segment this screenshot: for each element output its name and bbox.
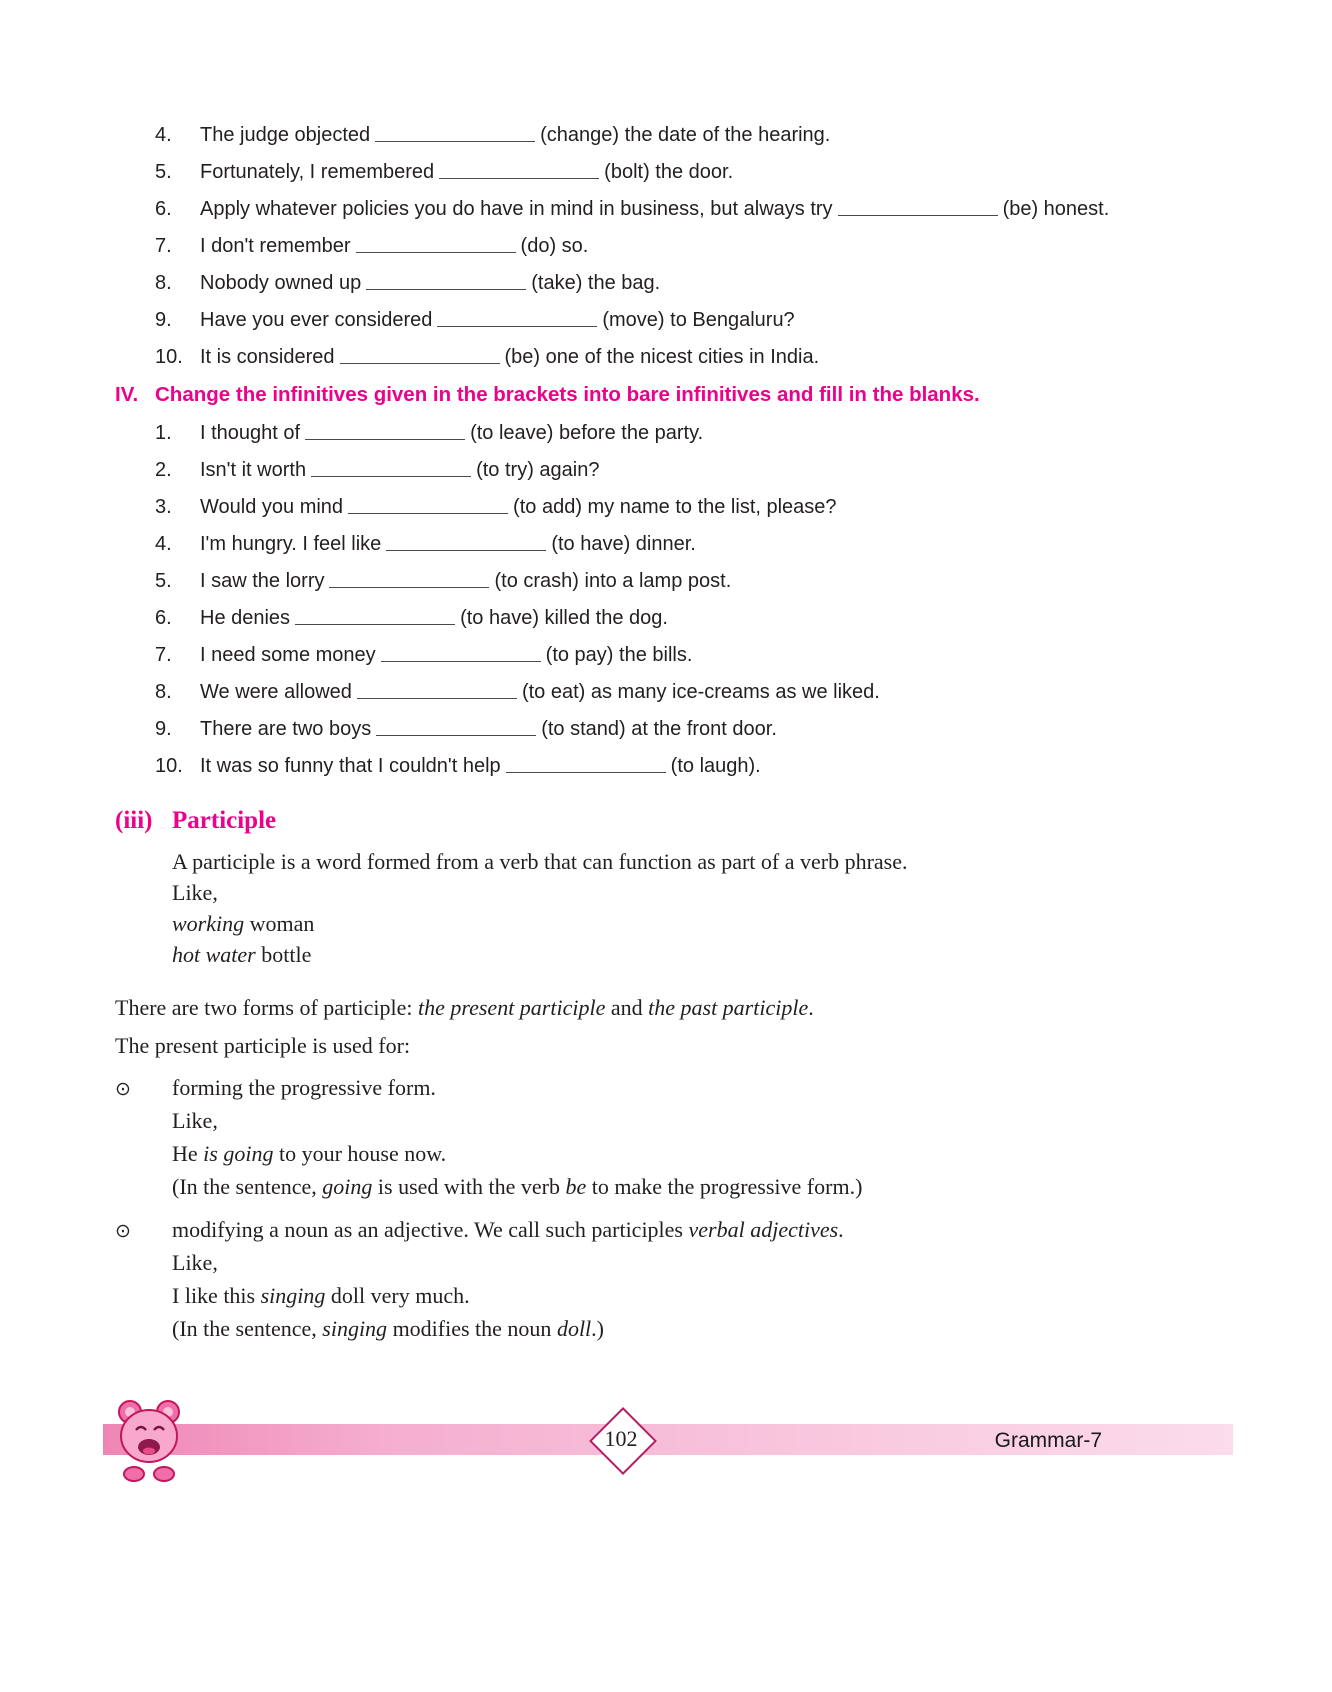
plain-text: and: [605, 995, 649, 1020]
fill-blank: [348, 500, 508, 514]
item-text-pre: I thought of: [200, 422, 301, 444]
item-text-pre: He denies: [200, 607, 291, 629]
italic-term: singing: [260, 1283, 326, 1308]
item-number: 7.: [155, 235, 172, 257]
plain-text: doll very much.: [325, 1283, 470, 1308]
item-text-post: (to have) dinner.: [551, 533, 696, 555]
exercise-item: [155, 344, 1235, 371]
item-text: [200, 568, 1235, 595]
participle-title: Participle: [172, 807, 277, 834]
item-text: [200, 457, 1235, 484]
item-text: [200, 270, 1235, 297]
exercise-item: [155, 679, 1235, 706]
item-number: 8.: [155, 681, 172, 703]
exercise-item: [155, 716, 1235, 743]
item-text-post: (to leave) before the party.: [470, 422, 704, 444]
bullet-example: [172, 1279, 1235, 1312]
item-text: [200, 605, 1235, 632]
item-text-post: (take) the bag.: [531, 272, 661, 294]
plain-text: forming the progressive form.: [172, 1075, 436, 1100]
item-text-pre: I need some money: [200, 644, 376, 666]
exercise-item: [155, 122, 1235, 149]
item-text-post: (bolt) the door.: [604, 161, 734, 183]
item-text: [200, 494, 1235, 521]
forms-line: [115, 992, 1235, 1023]
item-text-pre: Have you ever considered: [200, 309, 433, 331]
item-text-pre: It was so funny that I couldn't help: [200, 755, 501, 777]
fill-blank: [356, 239, 516, 253]
fill-blank: [366, 276, 526, 290]
plain-text: to make the progressive form.): [586, 1174, 863, 1199]
plain-text: .): [591, 1316, 604, 1341]
fill-blank: [295, 611, 455, 625]
mascot-icon: [108, 1392, 190, 1489]
item-number: 9.: [155, 309, 172, 331]
item-text-post: (to stand) at the front door.: [541, 718, 777, 740]
item-text: [200, 753, 1235, 780]
plain-text: .: [808, 995, 814, 1020]
italic-term: doll: [556, 1316, 592, 1341]
item-text-pre: The judge objected: [200, 124, 371, 146]
exercise-item: [155, 196, 1235, 223]
item-text-post: (to add) my name to the list, please?: [513, 496, 837, 518]
like-label: Like,: [172, 1108, 218, 1133]
participle-label: (iii): [115, 807, 153, 834]
exercise-item: [155, 457, 1235, 484]
item-text-pre: I saw the lorry: [200, 570, 325, 592]
fill-blank: [506, 759, 666, 773]
item-text-pre: There are two boys: [200, 718, 372, 740]
item-number: 5.: [155, 161, 172, 183]
exercise-item: [155, 642, 1235, 669]
italic-term: the present participle: [417, 995, 606, 1020]
item-text-post: (to eat) as many ice-creams as we liked.: [521, 681, 880, 703]
section-title: Change the infinitives given in the brackets into bare infinitives and fill in the blanks.: [155, 383, 980, 406]
plain-text: modifies the noun: [387, 1316, 557, 1341]
used-for-line: The present participle is used for:: [115, 1033, 411, 1058]
plain-text: bottle: [255, 942, 312, 967]
participle-body: [172, 846, 1235, 970]
item-text-pre: Apply whatever policies you do have in mind in business, but always try: [200, 198, 833, 220]
item-text-pre: I'm hungry. I feel like: [200, 533, 382, 555]
fill-blank: [329, 574, 489, 588]
exercise-item: [155, 531, 1235, 558]
section-iv-heading: [115, 381, 1235, 408]
like-label: Like,: [172, 880, 218, 905]
fill-blank: [376, 722, 536, 736]
circled-dot-bullet-icon: ⊙: [115, 1079, 131, 1100]
plain-text: (In the sentence,: [172, 1316, 323, 1341]
item-text: [200, 420, 1235, 447]
item-number: 8.: [155, 272, 172, 294]
item-number: 10.: [155, 346, 183, 368]
italic-term: verbal adjectives: [688, 1217, 839, 1242]
plain-text: He: [172, 1141, 204, 1166]
item-text-pre: Isn't it worth: [200, 459, 307, 481]
item-number: 9.: [155, 718, 172, 740]
book-label: Grammar-7: [994, 1429, 1102, 1452]
fill-blank: [437, 313, 597, 327]
plain-text: to your house now.: [273, 1141, 447, 1166]
item-text: [200, 716, 1235, 743]
item-text: [200, 233, 1235, 260]
item-text-post: (do) so.: [520, 235, 589, 257]
item-text-post: (to try) again?: [476, 459, 600, 481]
bullet-item: [115, 1213, 1235, 1345]
plain-text: is used with the verb: [372, 1174, 566, 1199]
italic-term: singing: [322, 1316, 388, 1341]
exercise-item: [155, 568, 1235, 595]
fill-blank: [357, 685, 517, 699]
italic-term: the past participle: [648, 995, 809, 1020]
plain-text: There are two forms of participle:: [115, 995, 418, 1020]
section-numeral: IV.: [115, 383, 139, 406]
participle-intro: A participle is a word formed from a verb that can function as part of a verb phrase.: [172, 849, 908, 874]
item-text: [200, 122, 1235, 149]
page-number-diamond: [592, 1410, 650, 1468]
item-text-post: (to crash) into a lamp post.: [494, 570, 732, 592]
italic-term: hot water: [172, 942, 256, 967]
plain-text: (In the sentence,: [172, 1174, 323, 1199]
fill-blank: [311, 463, 471, 477]
item-number: 4.: [155, 124, 172, 146]
item-text-pre: We were allowed: [200, 681, 352, 703]
bullet-item: [115, 1071, 1235, 1203]
exercise-item: [155, 270, 1235, 297]
bullet-note: [172, 1312, 1235, 1345]
item-number: 5.: [155, 570, 172, 592]
exercise-continued-list: [115, 122, 1235, 371]
italic-term: is going: [203, 1141, 274, 1166]
item-number: 6.: [155, 198, 172, 220]
item-text: [200, 642, 1235, 669]
item-text-post: (move) to Bengaluru?: [602, 309, 795, 331]
item-text: [200, 679, 1235, 706]
bullet-example: [172, 1137, 1235, 1170]
section-iv-list: [115, 420, 1235, 780]
item-text: [200, 159, 1235, 186]
item-text-pre: Nobody owned up: [200, 272, 362, 294]
item-text-pre: It is considered: [200, 346, 335, 368]
item-text-post: (be) one of the nicest cities in India.: [504, 346, 820, 368]
like-label: Like,: [172, 1250, 218, 1275]
item-number: 7.: [155, 644, 172, 666]
item-number: 4.: [155, 533, 172, 555]
plain-text: woman: [244, 911, 315, 936]
participle-example: [172, 908, 1235, 939]
italic-term: working: [172, 911, 245, 936]
item-number: 6.: [155, 607, 172, 629]
fill-blank: [386, 537, 546, 551]
plain-text: .: [838, 1217, 844, 1242]
plain-text: modifying a noun as an adjective. We call such participles: [172, 1217, 689, 1242]
bullet-text: [172, 1213, 1235, 1246]
item-number: 10.: [155, 755, 183, 777]
item-number: 2.: [155, 459, 172, 481]
item-text-post: (to pay) the bills.: [545, 644, 693, 666]
fill-blank: [340, 350, 500, 364]
item-text-post: (be) honest.: [1002, 198, 1110, 220]
bullet-note: [172, 1170, 1235, 1203]
plain-text: I like this: [172, 1283, 261, 1308]
bullet-text: [172, 1071, 1235, 1104]
item-text-pre: I don't remember: [200, 235, 351, 257]
item-text-post: (change) the date of the hearing.: [540, 124, 831, 146]
exercise-item: [155, 753, 1235, 780]
participle-example: [172, 939, 1235, 970]
item-number: 1.: [155, 422, 172, 444]
participle-heading: [115, 806, 1235, 836]
item-text: [200, 344, 1235, 371]
item-text-pre: Fortunately, I remembered: [200, 161, 435, 183]
exercise-item: [155, 420, 1235, 447]
exercise-item: [155, 159, 1235, 186]
item-number: 3.: [155, 496, 172, 518]
exercise-item: [155, 307, 1235, 334]
exercise-item: [155, 233, 1235, 260]
fill-blank: [381, 648, 541, 662]
exercise-item: [155, 494, 1235, 521]
item-text-pre: Would you mind: [200, 496, 344, 518]
fill-blank: [439, 165, 599, 179]
page-number: 102: [604, 1426, 638, 1451]
item-text: [200, 196, 1235, 223]
item-text-post: (to laugh).: [670, 755, 761, 777]
fill-blank: [375, 128, 535, 142]
italic-term: be: [565, 1174, 587, 1199]
italic-term: going: [322, 1174, 373, 1199]
fill-blank: [305, 426, 465, 440]
fill-blank: [838, 202, 998, 216]
exercise-item: [155, 605, 1235, 632]
item-text-post: (to have) killed the dog.: [460, 607, 668, 629]
item-text: [200, 307, 1235, 334]
circled-dot-bullet-icon: ⊙: [115, 1221, 131, 1242]
item-text: [200, 531, 1235, 558]
